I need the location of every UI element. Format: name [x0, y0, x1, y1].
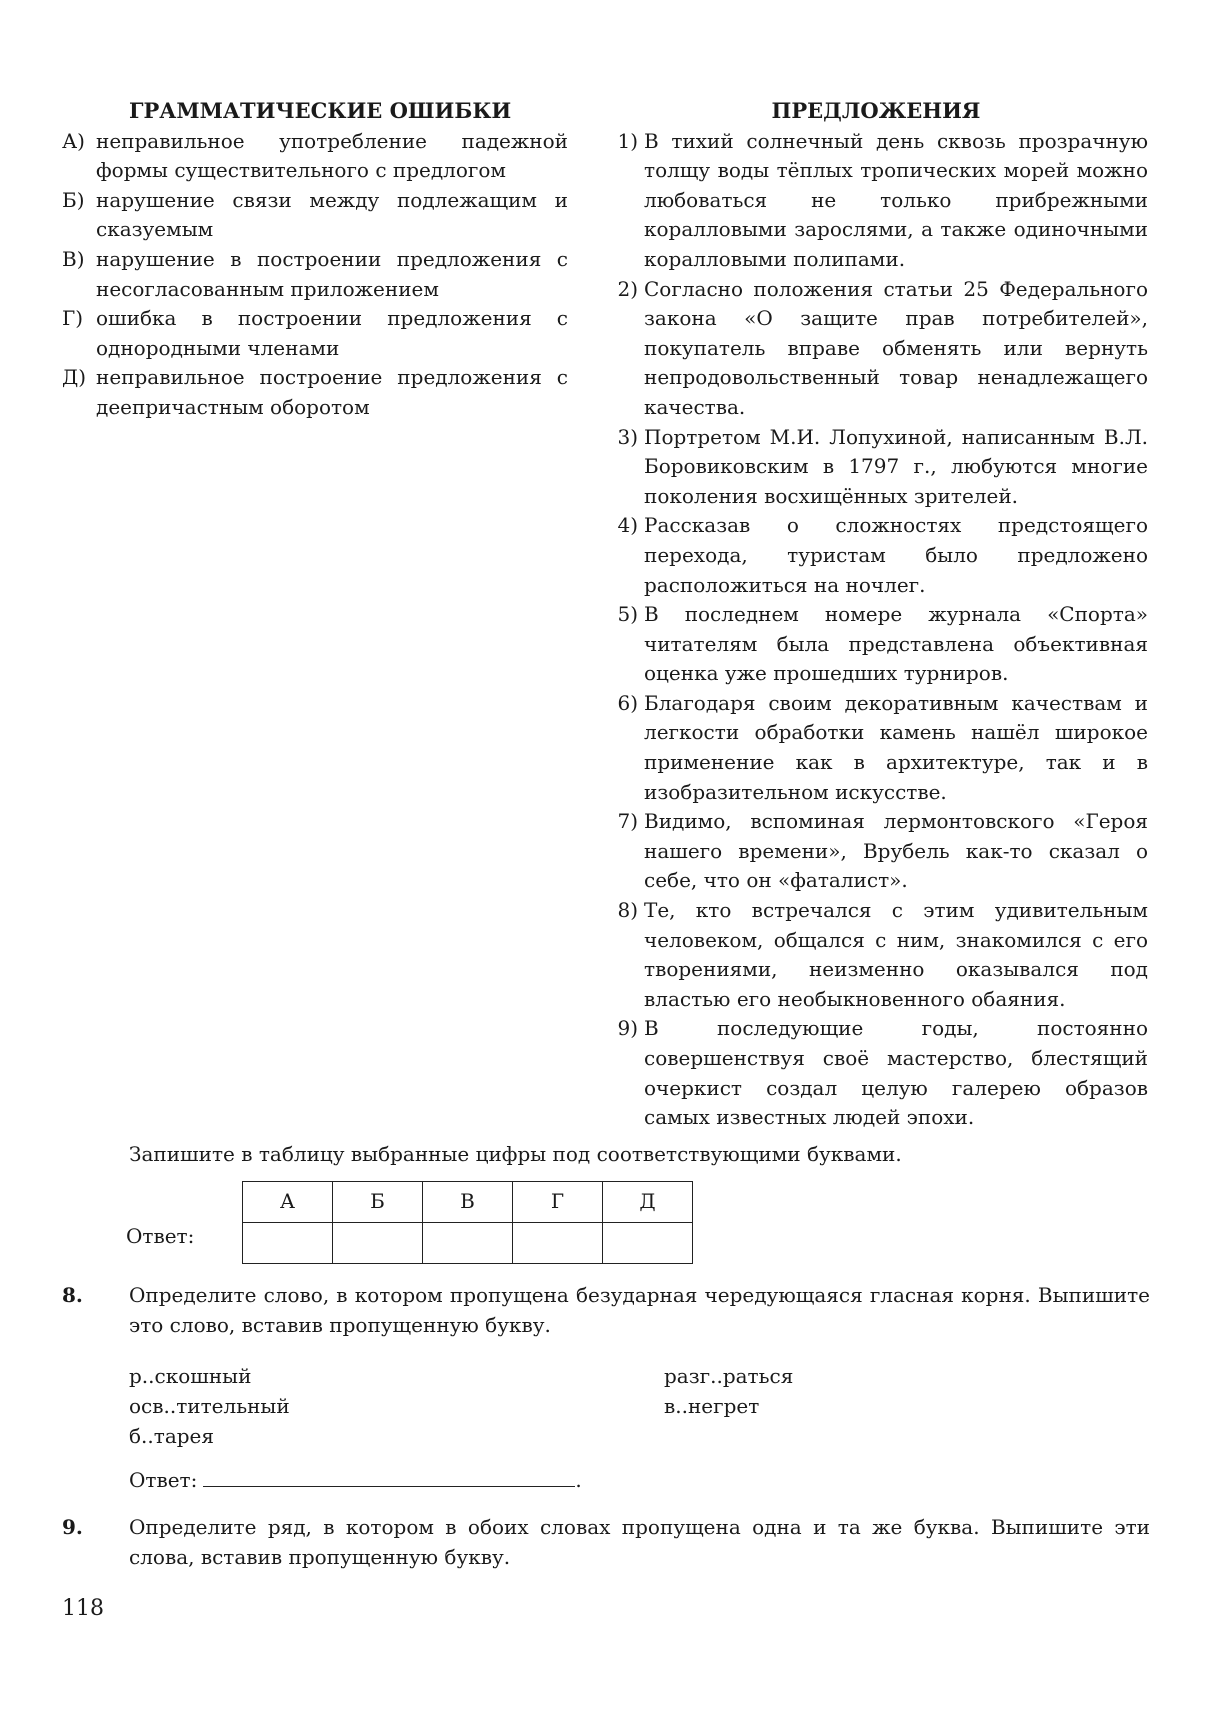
- sentence-text: В тихий солнечный день сквозь прозрачную толщу воды тёплых тропических морей можно любоваться не только прибрежными коралловыми зарослями, а также одиночными коралловыми полипами.: [644, 128, 1148, 271]
- task-8: [62, 1281, 1150, 1340]
- sentence-label: 2): [617, 276, 638, 301]
- task-9: [62, 1513, 1150, 1572]
- error-text: нарушение связи между подлежащим и сказуемым: [96, 187, 568, 242]
- error-label: Д): [62, 365, 87, 390]
- sentence-item: [604, 127, 1148, 275]
- sentence-item: [604, 689, 1148, 807]
- sentence-text: В последующие годы, постоянно совершенствуя своё мастерство, блестящий очеркист создал целую галерею образов самых известных людей эпохи.: [644, 1016, 1148, 1130]
- sentence-item: [604, 600, 1148, 689]
- grammar-errors-column: [62, 96, 568, 423]
- sentences-column: [604, 96, 1148, 1133]
- sentence-label: 6): [617, 690, 638, 715]
- error-item: [62, 127, 568, 186]
- answer-table-header-row: [243, 1182, 693, 1223]
- sentence-label: 4): [617, 513, 638, 538]
- error-label: В): [62, 246, 85, 271]
- sentence-item: [604, 275, 1148, 423]
- sentence-text: Рассказав о сложностях предстоящего перехода, туристам было предложено расположиться на ночлег.: [644, 513, 1148, 597]
- task-number: 8.: [62, 1283, 83, 1307]
- answer-cell-a[interactable]: [243, 1223, 333, 1264]
- error-item: [62, 245, 568, 304]
- sentence-label: 9): [617, 1016, 638, 1041]
- answer-cell-g[interactable]: [513, 1223, 603, 1264]
- answer-table-header: В: [423, 1182, 513, 1223]
- sentence-item: [604, 511, 1148, 600]
- word-option: разг..раться: [664, 1364, 794, 1388]
- answer-cell-d[interactable]: [603, 1223, 693, 1264]
- answer-cell-b[interactable]: [333, 1223, 423, 1264]
- sentence-label: 7): [617, 809, 638, 834]
- task-number: 9.: [62, 1515, 83, 1539]
- sentence-label: 1): [617, 128, 638, 153]
- error-text: ошибка в построении предложения с однородными членами: [96, 306, 568, 360]
- answer-table-header: А: [243, 1182, 333, 1223]
- sentence-item: [604, 896, 1148, 1014]
- answer-table-header: Д: [603, 1182, 693, 1223]
- error-text: неправильное употребление падежной формы существительного с предлогом: [96, 128, 568, 183]
- answer-table-input-row: [243, 1223, 693, 1264]
- error-label: А): [62, 128, 85, 153]
- answer-label: Ответ:: [129, 1468, 198, 1492]
- error-label: Б): [62, 187, 85, 212]
- page-number: 118: [62, 1596, 104, 1621]
- sentence-text: Те, кто встречался с этим удивительным человеком, общался с ним, знакомился с его творениями, неизменно оказывался под властью его необыкновенного обаяния.: [644, 898, 1148, 1011]
- word-option: б..тарея: [129, 1424, 214, 1448]
- error-item: [62, 304, 568, 363]
- word-option: в..негрет: [664, 1394, 760, 1418]
- answer-line[interactable]: [203, 1466, 575, 1487]
- answer-table-header: Б: [333, 1182, 423, 1223]
- sentence-text: В последнем номере журнала «Спорта» читателям была представлена объективная оценка уже прошедших турниров.: [644, 602, 1148, 686]
- sentence-label: 8): [617, 898, 638, 923]
- word-option: осв..тительный: [129, 1394, 290, 1418]
- task-text: Определите ряд, в котором в обоих словах пропущена одна и та же буква. Выпишите эти слова, вставив пропущенную букву.: [129, 1515, 1150, 1569]
- sentence-item: [604, 423, 1148, 512]
- error-item: [62, 186, 568, 245]
- sentence-label: 5): [617, 602, 638, 627]
- error-item: [62, 363, 568, 422]
- answer-table-header: Г: [513, 1182, 603, 1223]
- task-8-answer: [129, 1466, 582, 1496]
- error-text: неправильное построение предложения с деепричастным оборотом: [96, 365, 568, 419]
- sentences-heading: ПРЕДЛОЖЕНИЯ: [771, 98, 981, 123]
- answer-label: Ответ:: [126, 1224, 195, 1248]
- answer-table: [242, 1181, 693, 1264]
- sentence-item: [604, 807, 1148, 896]
- table-instruction: Запишите в таблицу выбранные цифры под соответствующими буквами.: [129, 1142, 902, 1166]
- error-text: нарушение в построении предложения с несогласованным приложением: [96, 246, 568, 301]
- word-option: р..скошный: [129, 1364, 252, 1388]
- sentence-label: 3): [617, 424, 638, 449]
- grammar-errors-heading: ГРАММАТИЧЕСКИЕ ОШИБКИ: [129, 98, 512, 123]
- sentence-item: [604, 1014, 1148, 1132]
- error-label: Г): [62, 306, 84, 331]
- sentence-text: Благодаря своим декоративным качествам и легкости обработки камень нашёл широкое применение как в архитектуре, так и в изобразительном искусстве.: [644, 690, 1148, 804]
- task-text: Определите слово, в котором пропущена безударная чередующаяся гласная корня. Выпишите это слово, вставив пропущенную букву.: [129, 1283, 1150, 1337]
- sentence-text: Согласно положения статьи 25 Федерального закона «О защите прав потребителей», покупатель вправе обменять или вернуть непродовольственный товар ненадлежащего качества.: [644, 276, 1148, 419]
- answer-cell-v[interactable]: [423, 1223, 513, 1264]
- sentence-text: Портретом М.И. Лопухиной, написанным В.Л. Боровиковским в 1797 г., любуются многие поколения восхищённых зрителей.: [644, 424, 1148, 508]
- sentence-text: Видимо, вспоминая лермонтовского «Героя нашего времени», Врубель как-то сказал о себе, что он «фаталист».: [644, 809, 1148, 893]
- answer-end: .: [575, 1468, 582, 1492]
